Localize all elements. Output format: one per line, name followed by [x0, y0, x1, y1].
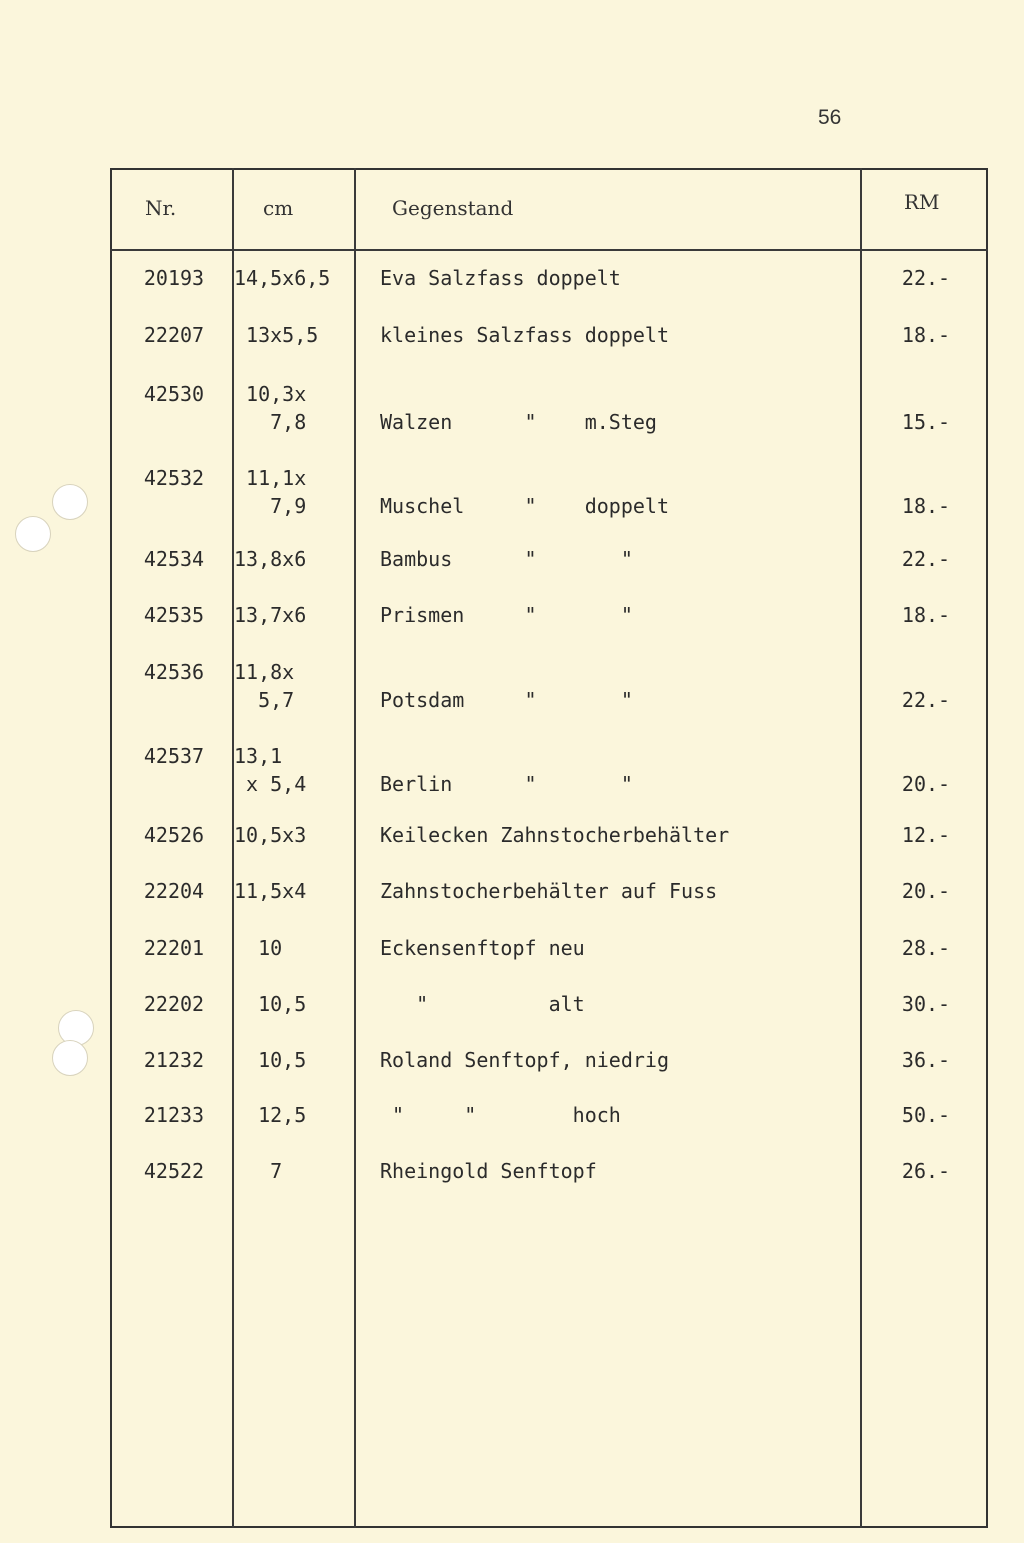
row-number: 20193	[143, 266, 205, 290]
row-dimensions: 10,3x 7,8	[246, 382, 307, 434]
header-cm: cm	[263, 196, 294, 220]
header-rm: RM	[904, 190, 940, 214]
row-item: " " hoch	[380, 1103, 621, 1127]
row-number: 42537	[143, 744, 205, 768]
row-dimensions: 12,5	[234, 1103, 307, 1127]
row-dimensions: 13,7x6	[234, 603, 307, 627]
row-item: Muschel " doppelt	[380, 494, 669, 518]
header-nr: Nr.	[145, 196, 177, 220]
row-item: Eva Salzfass doppelt	[380, 266, 621, 290]
column-divider-3	[860, 168, 862, 1528]
row-price: 22.-	[901, 688, 951, 712]
row-number: 22204	[143, 879, 205, 903]
row-item: " alt	[380, 992, 585, 1016]
punch-hole-2	[15, 516, 51, 552]
row-dimensions: 7	[234, 1159, 283, 1183]
row-item: Zahnstocherbehälter auf Fuss	[380, 879, 718, 903]
page-number: 56	[818, 106, 842, 129]
row-item: Walzen " m.Steg	[380, 410, 657, 434]
row-dimensions: 11,5x4	[234, 879, 307, 903]
row-dimensions: 10,5x3	[234, 823, 307, 847]
row-dimensions: 10	[234, 936, 283, 960]
row-item: kleines Salzfass doppelt	[380, 323, 669, 347]
row-dimensions: 11,1x 7,9	[246, 466, 307, 518]
row-price: 26.-	[901, 1159, 951, 1183]
row-dimensions: 10,5	[234, 992, 307, 1016]
row-dimensions: 14,5x6,5	[234, 266, 331, 290]
column-divider-2	[354, 168, 356, 1528]
row-item: Eckensenftopf neu	[380, 936, 585, 960]
row-price: 20.-	[901, 879, 951, 903]
row-number: 42534	[143, 547, 205, 571]
row-number: 42532	[143, 466, 205, 490]
row-dimensions: 13,1 x 5,4	[234, 744, 307, 796]
row-price: 18.-	[901, 323, 951, 347]
row-number: 21233	[143, 1103, 205, 1127]
row-price: 18.-	[901, 603, 951, 627]
row-price: 50.-	[901, 1103, 951, 1127]
row-number: 42526	[143, 823, 205, 847]
punch-hole-4	[52, 1040, 88, 1076]
header-divider	[110, 249, 988, 251]
row-number: 22202	[143, 992, 205, 1016]
row-number: 42522	[143, 1159, 205, 1183]
row-item: Potsdam " "	[380, 688, 633, 712]
row-number: 21232	[143, 1048, 205, 1072]
row-number: 42536	[143, 660, 205, 684]
row-dimensions: 11,8x 5,7	[234, 660, 295, 712]
row-item: Berlin " "	[380, 772, 633, 796]
row-number: 22207	[143, 323, 205, 347]
row-dimensions: 13x5,5	[234, 323, 319, 347]
row-price: 12.-	[901, 823, 951, 847]
row-number: 22201	[143, 936, 205, 960]
row-price: 20.-	[901, 772, 951, 796]
punch-hole-1	[52, 484, 88, 520]
row-item: Roland Senftopf, niedrig	[380, 1048, 669, 1072]
row-number: 42535	[143, 603, 205, 627]
row-dimensions: 10,5	[234, 1048, 307, 1072]
row-item: Bambus " "	[380, 547, 633, 571]
row-price: 18.-	[901, 494, 951, 518]
row-item: Keilecken Zahnstocherbehälter	[380, 823, 730, 847]
row-price: 22.-	[901, 547, 951, 571]
row-number: 42530	[143, 382, 205, 406]
row-item: Rheingold Senftopf	[380, 1159, 597, 1183]
row-price: 28.-	[901, 936, 951, 960]
row-dimensions: 13,8x6	[234, 547, 307, 571]
row-item: Prismen " "	[380, 603, 633, 627]
row-price: 22.-	[901, 266, 951, 290]
row-price: 36.-	[901, 1048, 951, 1072]
row-price: 30.-	[901, 992, 951, 1016]
row-price: 15.-	[901, 410, 951, 434]
header-item: Gegenstand	[392, 196, 514, 220]
